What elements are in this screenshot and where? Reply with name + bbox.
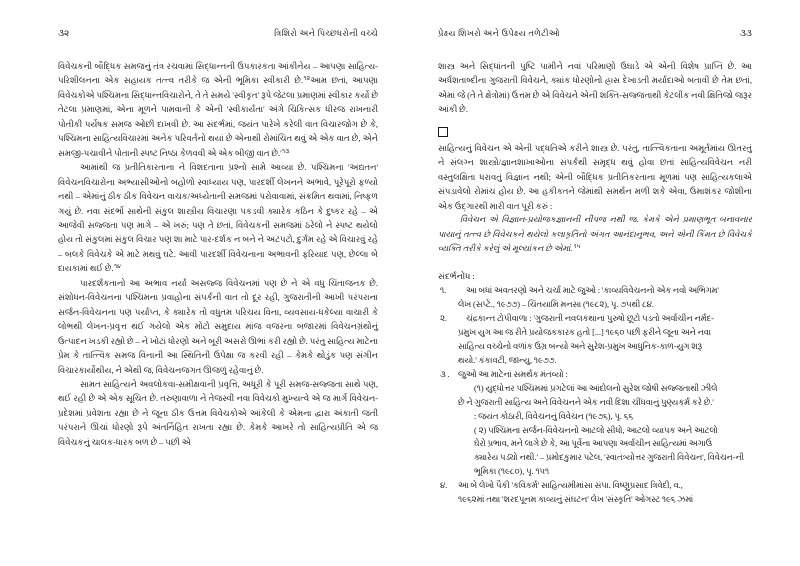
left-header-title: ત્રિશિરો અને પિચ્છધરોની વચ્ચે	[274, 28, 378, 38]
reference-item	[438, 312, 752, 368]
reference-line: ક્યારેય પડ્યો નથી.' – પ્રમોદકુમાર પટેલ, 'સ્વાતંત્ર્યોત્તર ગુજરાતી વિવેચન', વિવેચન-ની	[474, 453, 744, 463]
reference-item	[438, 284, 752, 312]
paragraph: સાહિત્યનું વિવેચન એ એની પદ્ધતિએ કરીને શાસ્ત્ર છે. પરંતુ, તાત્ત્વિકતાના અમૂર્તમાંય ઊતરતું ને સંલગ્ન શાસ્ત્રો/જ્ઞાનશાખાઓના સંપર્કથી સમૃદ્ધ થવું હોવા છતાં સાહિત્યવિવેચન નરી વસ્તુલક્ષિતા ધરાવતું વિજ્ઞાન નથી; એની બૌદ્ધિક પ્રતીતિકરતાના મૂળમાં પણ સાહિત્યકલાએ સંપડાવેલો રોમાંચ હોય છે. આ હકીકતને જેમાંથી સમર્થન મળી શકે એવા, ઉમાશંકર જોશીના એક ઉદ્ગારથી મારી વાત પૂરી કરું :	[438, 142, 752, 211]
reference-line: આ બે લેખો પૈકી 'કવિકર્મ' સાહિત્યમીમાંસા સંપા. વિષ્ણુપ્રસાદ ત્રિવેદી, વ.,	[458, 481, 683, 491]
right-page-number: ૩૩	[739, 28, 752, 38]
reference-line: જુઓ આ માટેનાં સમર્થક મંતવ્યો :	[458, 369, 568, 379]
reference-line: ચંદ્રકાન્ત ટોપીવાળા : 'ગુજરાતી નવલકથાના પુરુષો છૂટો પડતો અર્વાચીન નર્મદ-	[466, 314, 714, 324]
right-page	[400, 0, 800, 566]
reference-line: (૧) યુદ્ધોત્તર પશ્ચિમમાં પ્રગટેલાં આ આંદોલનો સુરેશ જોષી સજ્જતાથી ઝીલે	[474, 383, 718, 393]
reference-line: સાહિત્ય વચ્ચેનો વળાંક ઉગ્ર બન્યો અને સુરેશ-પ્રમુખ આધુનિક-કાળ-યુગ શરૂ	[458, 342, 703, 352]
reference-line: ઘેરો પ્રભાવ, મને લાગે છે કે, આ પૂર્વેના આપણા અર્વાચીન સાહિત્યમાં અગાઉ	[474, 439, 712, 449]
paragraph-text: આમ છતાં, આપણા વિવેચકોએ પશ્ચિમના સિદ્ધાન્તવિચારોને, તે તે સમયે 'સ્વીકૃત' રૂપે જેટલા પ્રમાણમાં સ્વીકાર કર્યો છે તેટલા પ્રમાણમાં, એના મૂળને પામવાની કે એની 'સ્વીકાર્યતા' અંગે ચિકિત્સક ધીરજ રાખનારી પોતીકી પર્યેષક સમજ ઓછી દાખવી છે. આ સંદર્ભમાં, જયંત પારેખે કરેલી વાત વિચારજોગ છે કે, પશ્ચિમના સાહિત્યવિચારમાં અનેક પરિવર્તનો થયાં છે એનાથી રોમાંચિત થવું એ એક વાત છે, એને સમજી-પચાવીને પોતાની સ્પષ્ટ નિષ્ઠા કેળવવી એ એક બીજી વાત છે.'	[58, 75, 379, 158]
right-header-title: પ્રેક્ષ્ય શિખરો અને ઉપેક્ષ્ય તળેટીઓ	[438, 28, 560, 38]
paragraph-text: આમાંથી જ પ્રતીતિકારતાના ને વિશદતાના પ્રશ્નો સામે આવ્યા છે. પશ્ચિમના 'અદ્યતન' વિવેચનવિચારોના અભ્યાસીઓનો બહોળો સ્વાધ્યાય પણ, પારદર્શી લેખનને અભાવે, પૂરેપૂરો ફળ્યો નથી – એમાંનું ઠીક ઠીક વિવેચન વાચક/અધ્યેતાની સમજમાં પરોવાવામાં, સંક્રમિત થવામાં, નિષ્ફળ ગયું છે. નવા સંદર્ભો સાથેની સંકુલ શાસ્ત્રીય વિચારણા પકડવી ક્યારેક કઠિન કે દુષ્કર રહે – એ આજેવી સજ્જતા પણ માગે – એ ખરું; પણ તે છતાં, વિવેચકની સમજમાં ઠરેલો ને સ્પષ્ટ થયેલો હોય તો સંકુલમાં સંકુલ વિચાર પણ શા માટે પાર-દર્શક ન બને ને અટપટો, દુર્ગમ રહે એ વિચારવું રહે – બલકે વિવેચકે એ માટે મથવું ઘટે. આવી પારદર્શી વિવેચનાના અભાવની ફરિયાદ પણ, છેલ્લા બે દાયકામાં થઈ છે.	[58, 162, 378, 274]
reference-line: ૧૯૬૨માં તથા 'શરદપૂનમ કાવ્યનું સંઘટન' લેખ 'સંસ્કૃતિ' ઓગસ્ટ ૧૯૬ ઝમાં	[458, 495, 694, 505]
reference-number: ૩ .	[440, 369, 450, 379]
footnote-marker: ૧૪	[114, 263, 121, 271]
reference-text	[458, 312, 752, 368]
reference-line: થયો.' કંકાવટી, જાન્યુ, ૧૯૭૭.	[458, 355, 557, 365]
left-running-head	[58, 28, 378, 42]
reference-item	[438, 479, 752, 507]
reference-text	[458, 368, 752, 479]
paragraph: પારદર્શકતાનો આ અભાવ નર્યા અસજ્જ વિવેચનમાં પણ છે ને એ વધુ ચિંતાજનક છે. સંશોધન-વિવેચનના પશ્ચિમના પ્રવાહોના સંપર્કની વાત તો દૂર રહી, ગુજરાતીની આખી પરંપરાના સર્જન-વિવેચનના પણ પર્યાપ્ત, કે ક્યારેક તો વધુતમ પરિચય વિના, વ્યવસાય-ધકેલ્યા વાચારી કે લોભથી લેખન-પ્રવૃત્ત થઈ ગયેલો એક મોટો સમુદાય માંજ વજરના બજારમાં વિવેચનગ્રંથોનું ઉત્પાદન ખડકી રહ્યો છે – ને ખોટાં ધોરણો અને બૂરી અસરો ઊભાં કરી રહ્યો છે. પરંતુ સાહિત્ય માટેના પ્રેમ કે તાત્ત્વિક સમજ વિનાની આ સ્થિતિની ઉપેક્ષા જ કરવી રહી – કેમકે થોડુંક પણ સંગીન વિચારકાર્યોથીય, ને એથી જ, વિવેચનજગત ઊજળું રહેવાનું છે.	[58, 277, 378, 375]
square-box-icon	[438, 127, 448, 137]
reference-text	[458, 479, 752, 507]
block-quote-text: વિવેચન એ વિજ્ઞાન-પ્રયોજકજ્ઞાનની નીપજ નથી જ. કેમકે એને પ્રમાણભૂત બનાવનાર પાયાનું તત્ત્વ છે વિવેચકને થયેલો કલાકૃતિનો અંગત આનંદાનુભવ, અને એની કિંમત છે વિવેચકે વ્યક્તિ તરીકે કરેલું એ મૂલ્યાંકન છે એમાં.	[438, 215, 752, 253]
footnote-marker: ૧૩	[282, 147, 290, 155]
references-heading: સંદર્ભનોંધ :	[438, 271, 475, 282]
reference-number: ૪.	[440, 481, 448, 491]
reference-text	[458, 284, 752, 312]
reference-line: ભૂમિકા (૧૯૮૦), પૃ. ૧૫૧	[474, 467, 550, 477]
paragraph	[58, 59, 378, 160]
footnote-marker: ૧૨	[303, 75, 311, 83]
paragraph: શાસ્ત્ર અને સિદ્ધાંતની પુષ્ટિ પામીને નવાં પરિમાણો ઉઘાડે એ એની વિશેષ પ્રાપ્તિ છે. આ અર્ધશતાબ્દીના ગુજરાતી વિવેચને, ક્યાંક ધોરણોનો હ્રાસ દેખાડતી મર્યાદાઓ બતાવી છે તેમ છતાં, એમાં જે (તે તે ક્ષેત્રોમાં) ઉત્તમ છે એ વિવેચને એની શક્તિ-સજ્જતાથી કેટલીક નવી ક્ષિતિજો જરૂર આંકી છે.	[438, 61, 752, 115]
footnote-marker: ૧૫	[572, 242, 581, 250]
right-running-head	[438, 28, 752, 42]
reference-line: આ બધાં અવતરણો અને ચર્ચા માટે જુઓ : 'કાવ્યવિવેચનનો એક નવો અભિગમ'	[466, 286, 719, 296]
paragraph: સામત સાહિત્યને અવલોકવા-સમીક્ષવાની પ્રવૃત્તિ, અધૂરી કે પૂરી સમજ-સજ્જતા સાથે પણ, થઈ રહી છે એ એક સૂચિત છે. તરુણાવાળા ને તેજસ્વી નવા વિવેચકો મુખ્યત્વે એ જ માર્ગે વિવેચન-પ્રદેશમાં પ્રવેશતા રહ્યા છે ને જૂના ઠીક ઉત્તમ વિવેચકોએ આંકેલી કે એમના દ્વારા અંકાતી જતી પરંપરાને ઊંચાં ધોરણો રૂપે અંતર્નિહિત રાખતા રહ્યા છે. કેમકે આખરે તો સાહિત્યપ્રીતિ એ જ વિવેચકનું ચાલક-ધારક બળ છે – પછી એ	[58, 378, 378, 447]
left-body-column	[58, 59, 378, 449]
reference-line: : જયંત કોઠારી, વિવેચનનું વિવેચન (૧૯૭૬), પૃ. ૬૬	[474, 411, 634, 421]
reference-line: ( ૨) પશ્ચિમના સર્જન-વિવેચનનો આટલો સીધો, આટલો વ્યાપક અને આટલો	[474, 425, 718, 435]
paragraph	[58, 160, 378, 276]
reference-number: ૨.	[440, 314, 447, 324]
reference-item	[438, 368, 752, 479]
section-divider	[438, 124, 752, 137]
reference-line: છે ને ગુજરાતી સાહિત્ય અને વિવેચનને એક નવી દિશા ચીંધવાનું પુણ્યકર્મ કરે છે.'	[458, 397, 714, 407]
references-list	[438, 284, 752, 507]
reference-line: પ્રમુખ યુગ આ જ રીતે પ્રયોજકકારક હતો [...] ૧૯૬૦ પછી ફરીને જૂના અને નવા	[458, 328, 712, 338]
left-page-number: ૩૨	[58, 28, 70, 38]
paragraph-text: વિવેચકની બૌદ્ધિક સમજનું તંત્ર રચવામાં સિદ્ધાન્તની ઉપકારકતા આંકીનેય – આપણા સાહિત્ય-પરિશીલનના એક સહાયક તત્ત્વ તરીકે જ એની ભૂમિકા સ્વીકારી છે.	[58, 61, 378, 86]
reference-number: ૧.	[440, 286, 447, 296]
reference-line: લેખ (સપ્ટે., ૧૯૭૭) – ચિંતયામિ મનસા (૧૯૮૨), પૃ. ૭૫થી ૮૪.	[458, 300, 654, 310]
right-body-column	[438, 59, 752, 507]
block-quote	[438, 213, 752, 256]
